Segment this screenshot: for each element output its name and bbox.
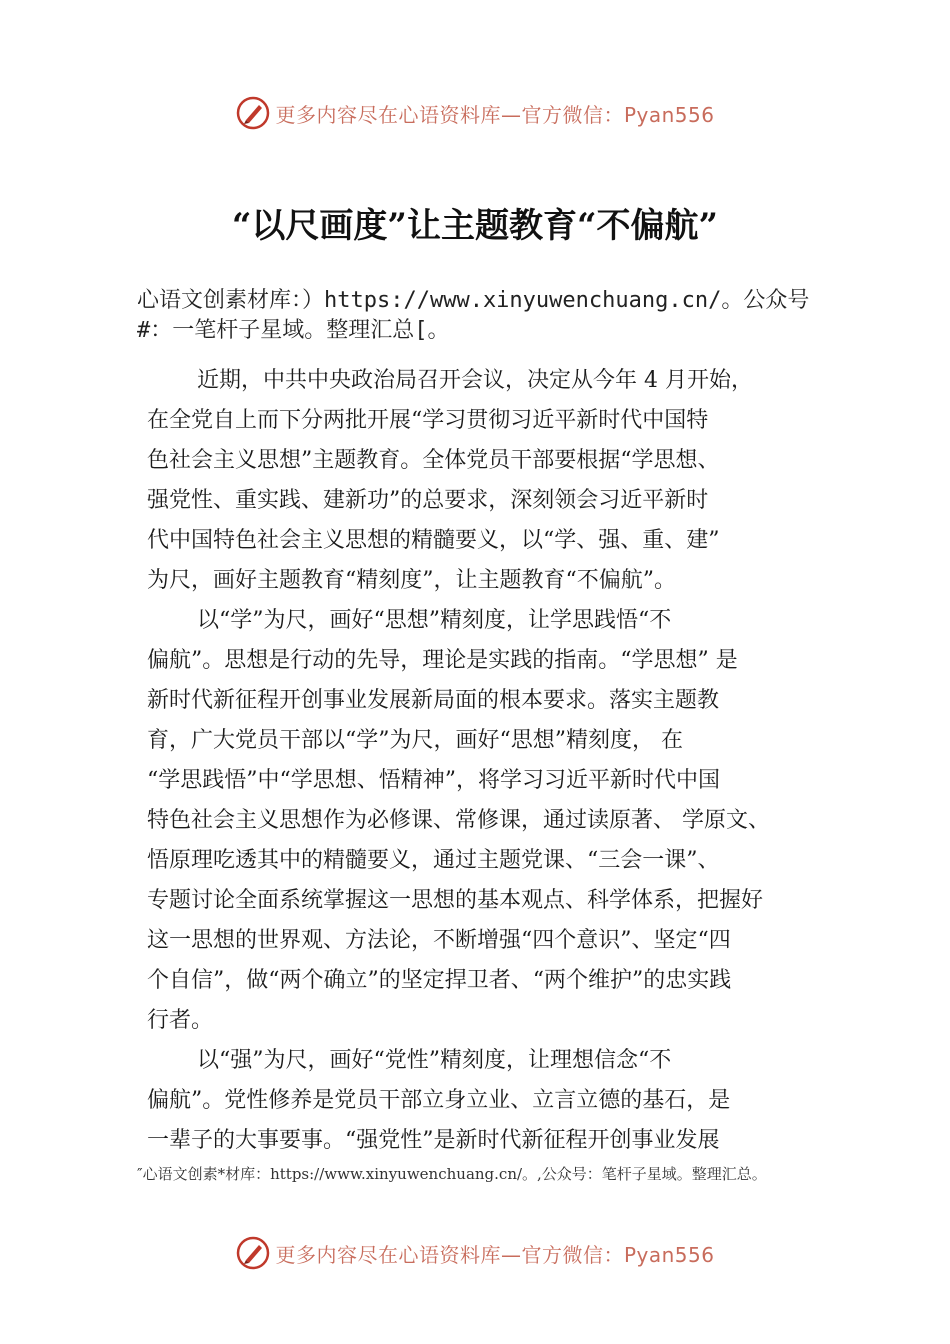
- body-line: 在全党自上而下分两批开展“学习贯彻习近平新时代中国特: [147, 408, 709, 433]
- body-line: 特色社会主义思想作为必修课、常修课，通过读原著、 学原文、: [147, 808, 770, 833]
- pen-circle-logo-icon: [235, 95, 271, 131]
- body-line: 以“强”为尺，画好“党性”精刻度，让理想信念“不: [197, 1048, 672, 1073]
- body-line: 偏航”。思想是行动的先导，理论是实践的指南。“学思想” 是: [147, 648, 738, 673]
- header-banner-text: 更多内容尽在心语资料库—官方微信：Pyan556: [275, 102, 715, 127]
- body-line: 以“学”为尺，画好“思想”精刻度，让学思践悟“不: [197, 608, 672, 633]
- body-line: 代中国特色社会主义思想的精髓要义，以“学、强、重、建”: [147, 528, 720, 553]
- footer-banner-text: 更多内容尽在心语资料库—官方微信：Pyan556: [275, 1242, 715, 1267]
- body-line: 偏航”。党性修养是党员干部立身立业、立言立德的基石，是: [147, 1088, 731, 1113]
- body-line: 新时代新征程开创事业发展新局面的根本要求。落实主题教: [147, 688, 720, 713]
- body-line: 行者。: [147, 1008, 214, 1033]
- body-line: “学思践悟”中“学思想、悟精神”，将学习习近平新时代中国: [147, 768, 720, 793]
- pen-circle-logo-icon: [235, 1235, 271, 1271]
- footer-watermark-banner: [0, 1228, 950, 1278]
- footnote: ″心语文创素*材库：https://www.xinyuwenchuang.cn/。,公众号：笔杆子星域。整理汇总。: [137, 1165, 767, 1183]
- body-line: 一辈子的大事要事。“强党性”是新时代新征程开创事业发展: [147, 1128, 720, 1153]
- header-watermark-banner: [0, 88, 950, 138]
- body-line: 专题讨论全面系统掌握这一思想的基本观点、科学体系，把握好: [147, 888, 764, 913]
- body-line: 为尺，画好主题教育“精刻度”，让主题教育“不偏航”。: [147, 568, 676, 593]
- body-line: 这一思想的世界观、方法论，不断增强“四个意识”、坚定“四: [147, 928, 731, 953]
- body-line: 色社会主义思想”主题教育。全体党员干部要根据“学思想、: [147, 448, 720, 473]
- body-line: 育，广大党员干部以“学”为尺，画好“思想”精刻度， 在: [147, 728, 683, 753]
- body-line: 悟原理吃透其中的精髓要义，通过主题党课、“三会一课”、: [147, 848, 720, 873]
- body-line: 近期，中共中央政治局召开会议，决定从今年 4 月开始，: [197, 368, 753, 393]
- body-line: 强党性、重实践、建新功”的总要求，深刻领会习近平新时: [147, 488, 709, 513]
- source-note: 心语文创素材库：）https://www.xinyuwenchuang.cn/。公众号#：一笔杆子星域。整理汇总[。: [137, 288, 810, 343]
- document-title: “以尺画度”让主题教育“不偏航”: [231, 206, 719, 246]
- body-line: 个自信”，做“两个确立”的坚定捍卫者、“两个维护”的忠实践: [147, 968, 732, 993]
